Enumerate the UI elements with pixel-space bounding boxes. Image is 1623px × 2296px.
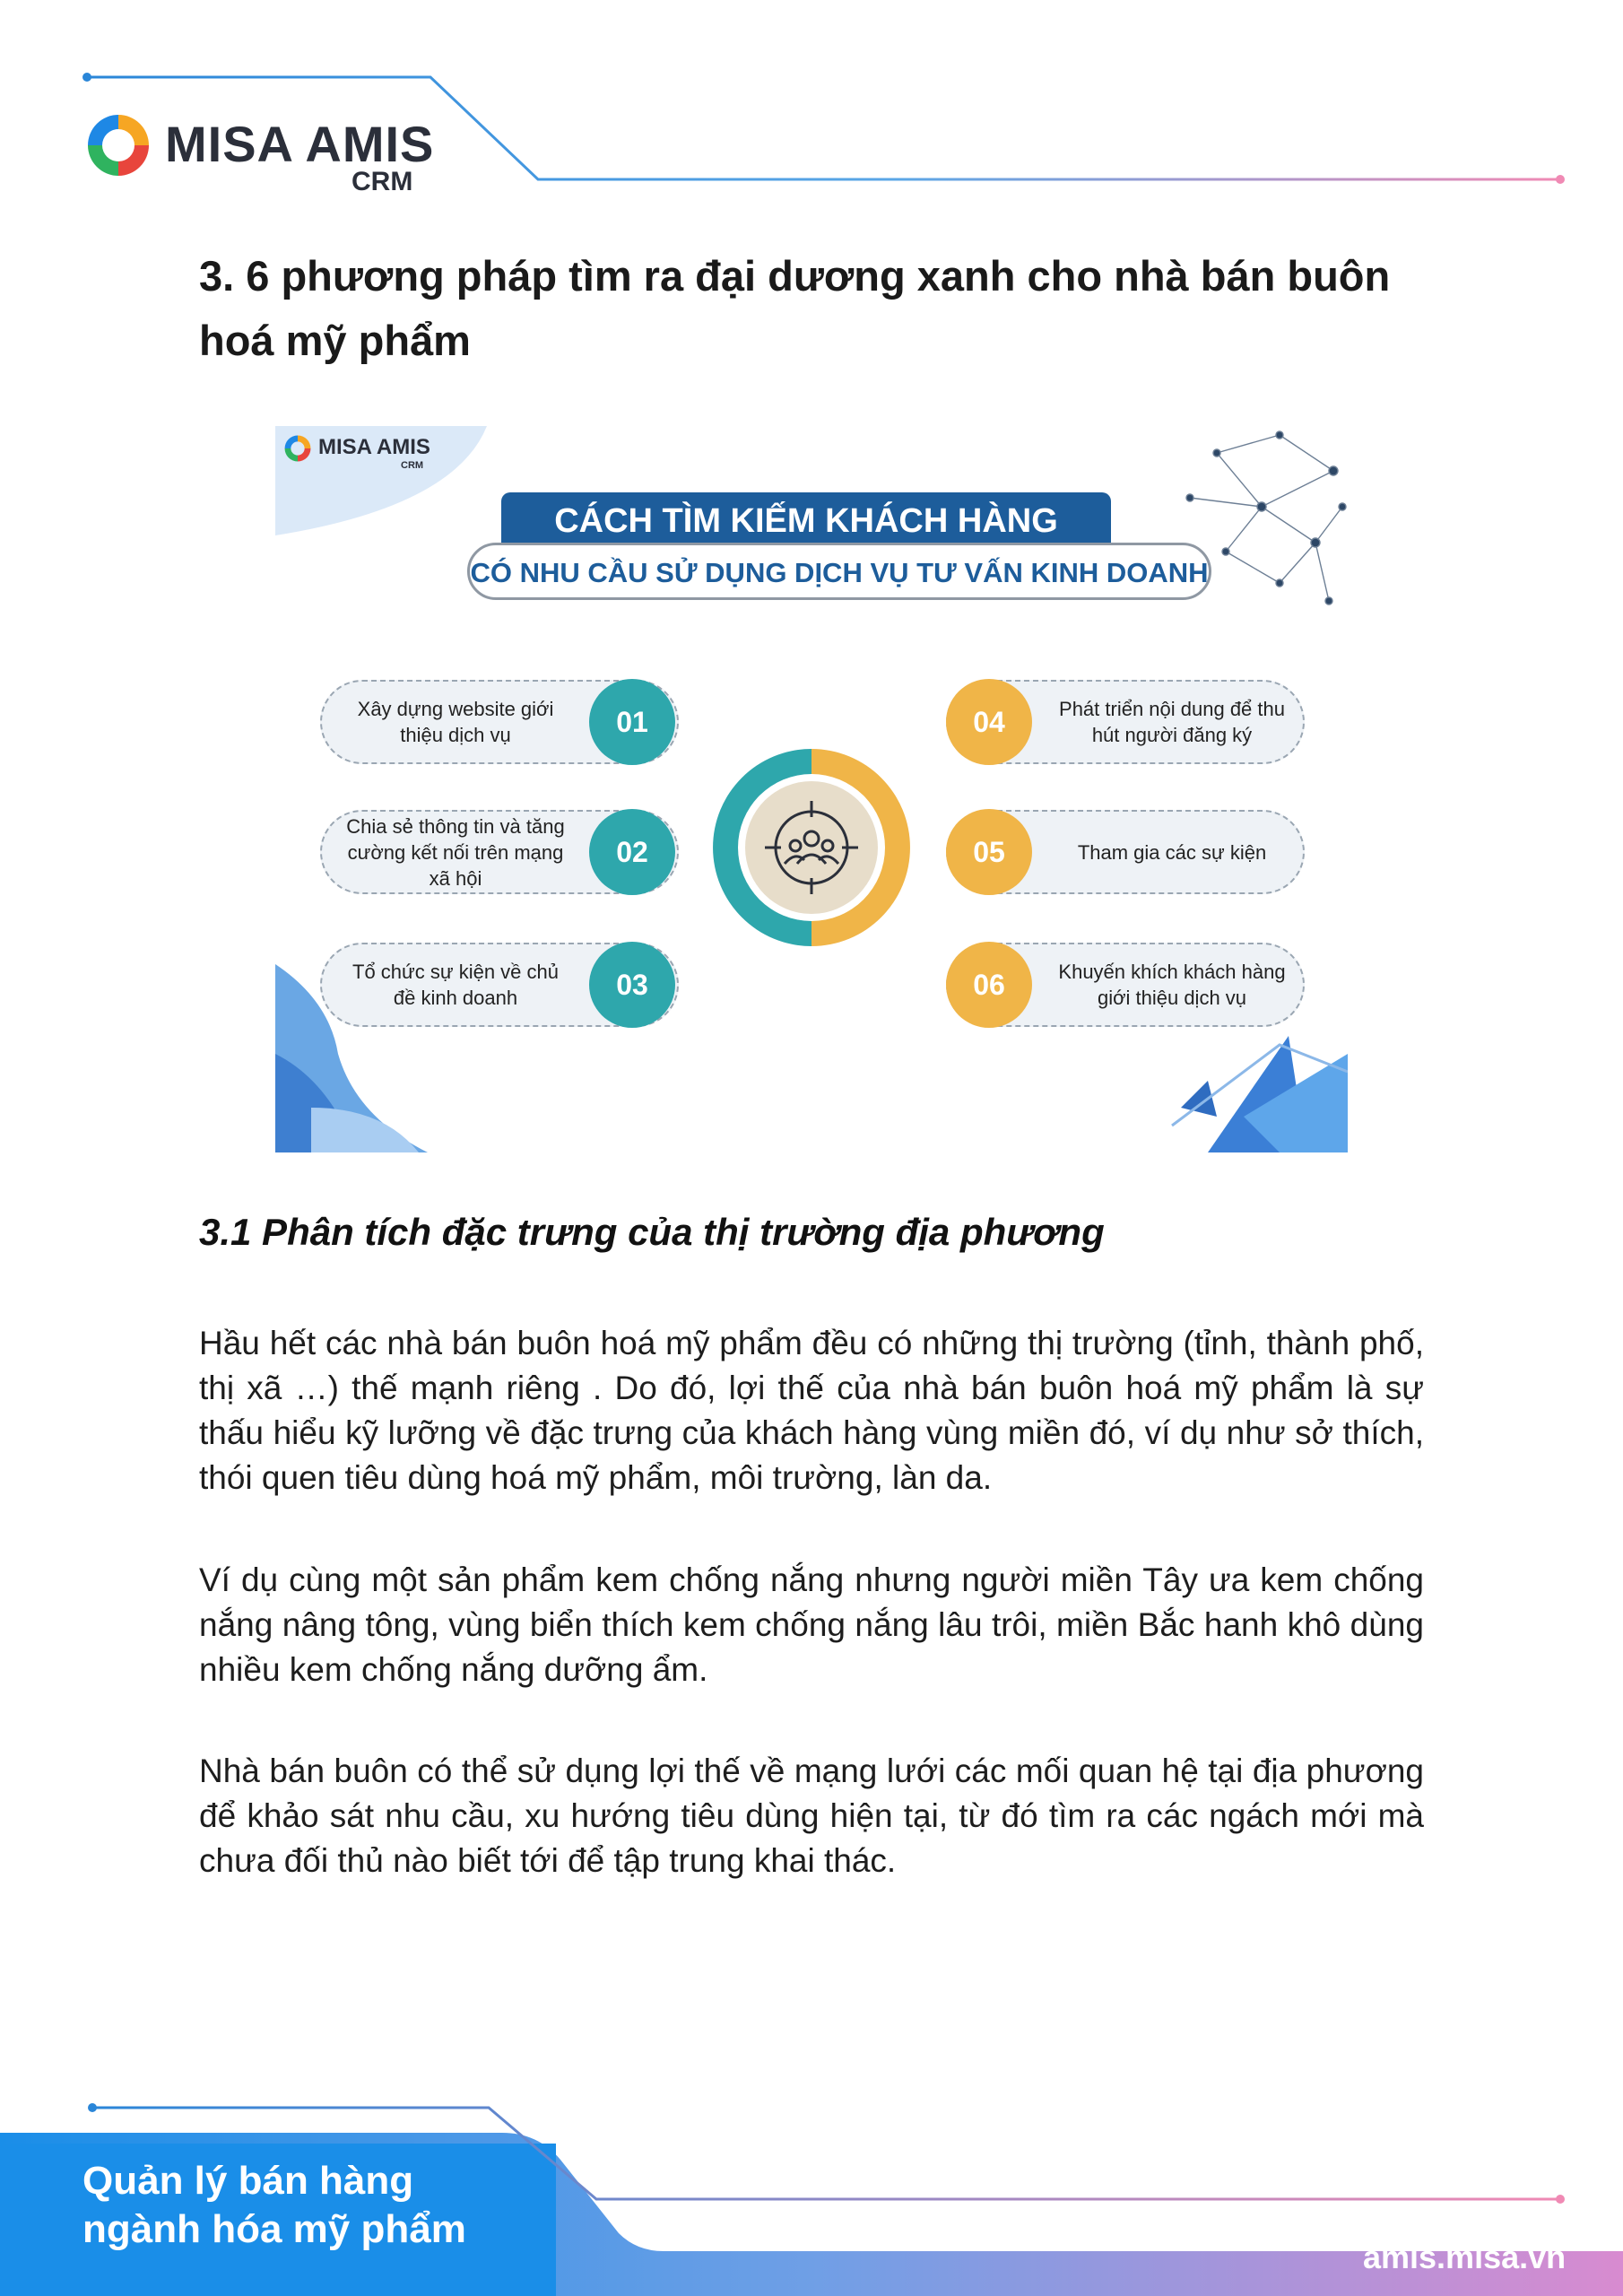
logo-name: MISA AMIS [165,116,435,172]
infographic-logo-name: MISA AMIS [318,435,430,459]
step-text: Tham gia các sự kiện [1077,840,1267,864]
footer-title [82,2157,466,2254]
paragraph: Hầu hết các nhà bán buôn hoá mỹ phẩm đều có những thị trường (tỉnh, thành phố, thị xã …) thế mạnh riêng . Do đó, lợi thế của nhà bán buôn hoá mỹ phẩm là sự thấu hiểu kỹ lưỡng về đặc trưng của khách hàng vùng miền đó, ví dụ như sở thích, thói quen tiêu dùng hoá mỹ phẩm, môi trường, làn da. [199,1325,1424,1496]
step-number-06: 06 [946,942,1032,1028]
step-number-01: 01 [589,679,675,765]
infographic [275,426,1348,1152]
brand-logo [82,106,435,204]
infographic-logo [282,431,462,485]
infographic-subtitle: CÓ NHU CẦU SỬ DỤNG DỊCH VỤ TƯ VẤN KINH DOANH [467,543,1211,600]
step-text: Chia sẻ thông tin và tăng cường kết nối trên mạng xã hội [346,814,565,890]
footer-title-line1: Quản lý bán hàng [82,2159,414,2203]
step-text: Tổ chức sự kiện về chủ đề kinh doanh [352,961,559,1009]
misa-logo-icon [282,433,313,464]
step-number-04: 04 [946,679,1032,765]
paragraph: Ví dụ cùng một sản phẩm kem chống nắng nhưng người miền Tây ưa kem chống nắng nâng tông, vùng biển thích kem chống nắng lâu trôi, miền Bắc hanh khô dùng nhiều kem chống nắng dưỡng ẩm. [199,1561,1424,1688]
target-audience-icon [713,749,910,946]
paragraph: Nhà bán buôn có thể sử dụng lợi thế về mạng lưới các mối quan hệ tại địa phương để khảo sát nhu cầu, xu hướng tiêu dùng hiện tại, từ đó tìm ra các ngách mới mà chưa đối thủ nào biết tới để tập trung khai thác. [199,1752,1424,1879]
step-number-02: 02 [589,809,675,895]
section-title: 3. 6 phương pháp tìm ra đại dương xanh cho nhà bán buôn hoá mỹ phẩm [199,252,1391,364]
logo-sub: CRM [352,167,413,196]
footer-title-line2: ngành hóa mỹ phẩm [82,2207,466,2251]
step-text: Xây dựng website giới thiệu dịch vụ [357,698,554,746]
subsection-title: 3.1 Phân tích đặc trưng của thị trường địa phương [199,1211,1105,1253]
infographic-logo-sub: CRM [401,460,424,471]
step-number-03: 03 [589,942,675,1028]
step-text: Phát triển nội dung để thu hút người đăng ký [1059,698,1285,746]
step-number-05: 05 [946,809,1032,895]
footer-website-link[interactable]: amis.misa.vn [1363,2239,1567,2275]
step-text: Khuyến khích khách hàng giới thiệu dịch vụ [1058,961,1286,1009]
infographic-title: CÁCH TÌM KIẾM KHÁCH HÀNG [501,492,1111,550]
misa-logo-icon [82,109,154,181]
